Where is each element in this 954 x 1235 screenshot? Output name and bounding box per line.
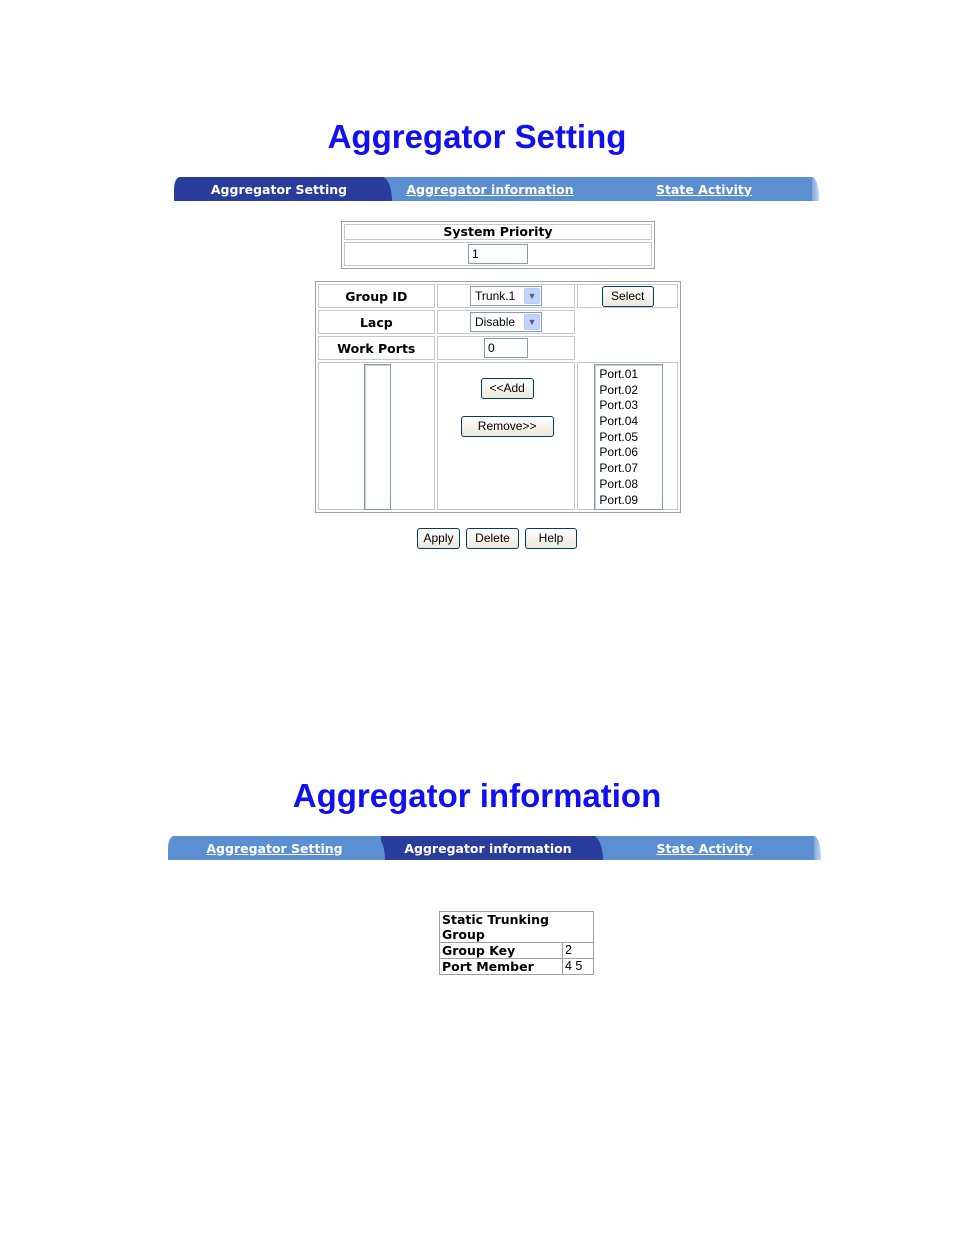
lacp-cell [437,310,576,334]
remove-button[interactable]: Remove>> [461,416,554,437]
system-priority-cell [344,242,652,266]
group-id-select[interactable] [470,286,542,306]
member-ports-listbox[interactable] [364,364,391,510]
tab-aggregator-information[interactable] [384,177,596,201]
tab-label: Aggregator Setting [206,840,343,856]
help-button[interactable]: Help [525,528,577,549]
port-option[interactable]: Port.02 [599,382,639,397]
work-ports-input[interactable]: 0 [484,338,528,358]
empty-cell [577,310,678,360]
tab-label: State Activity [655,181,753,197]
tab-label: Aggregator information [406,181,574,197]
select-button[interactable]: Select [602,286,654,307]
available-ports-cell [577,362,678,510]
work-ports-label: Work Ports [318,336,435,360]
page-title: Aggregator Setting [327,118,627,155]
add-remove-cell [437,362,576,510]
tab-bar-end [812,177,819,201]
group-id-cell [437,284,576,308]
add-button[interactable]: <<Add [481,378,534,399]
port-member-label: Port Member [440,959,563,975]
lacp-value: Disable [475,315,516,329]
tab-label: Aggregator information [404,840,572,856]
group-config-table [315,281,681,513]
work-ports-cell [437,336,576,360]
tab-state-activity[interactable] [595,836,814,860]
port-option[interactable]: Port.03 [599,398,639,413]
port-option[interactable]: Port.04 [599,414,639,429]
port-option[interactable]: Port.01 [599,367,639,381]
port-option[interactable]: Port.08 [599,476,639,491]
available-ports-listbox[interactable] [594,364,663,510]
tab-aggregator-information[interactable] [381,836,595,860]
delete-button[interactable]: Delete [466,528,519,549]
tab-bar [174,177,820,201]
lacp-select[interactable] [470,312,542,332]
group-key-label: Group Key [440,943,563,959]
tab-bar-information [168,836,821,860]
tab-aggregator-setting[interactable] [174,177,384,201]
static-trunking-title: Static Trunking Group [440,912,594,943]
tab-state-activity[interactable] [596,177,812,201]
tab-bar-end [814,836,821,860]
group-id-label: Group ID [318,284,435,308]
port-option[interactable]: Port.05 [599,429,639,444]
chevron-down-icon: ▼ [524,314,540,330]
system-priority-table [341,221,655,269]
port-option[interactable]: Port.09 [599,492,639,507]
lacp-label: Lacp [318,310,435,334]
tab-label: State Activity [656,840,753,856]
static-trunking-table [439,911,594,975]
apply-button[interactable]: Apply [417,528,460,549]
system-priority-input[interactable]: 1 [468,244,528,264]
tab-label: Aggregator Setting [210,181,348,197]
page-title-information: Aggregator information [292,777,662,814]
select-cell [577,284,678,308]
port-member-value: 4 5 [563,959,594,975]
group-key-value: 2 [563,943,594,959]
chevron-down-icon: ▼ [524,288,540,304]
tab-aggregator-setting[interactable] [168,836,381,860]
port-option[interactable]: Port.07 [599,461,639,476]
port-option[interactable]: Port.06 [599,445,639,460]
group-id-value: Trunk.1 [475,289,516,303]
system-priority-label: System Priority [344,224,652,240]
member-ports-cell [318,362,435,510]
